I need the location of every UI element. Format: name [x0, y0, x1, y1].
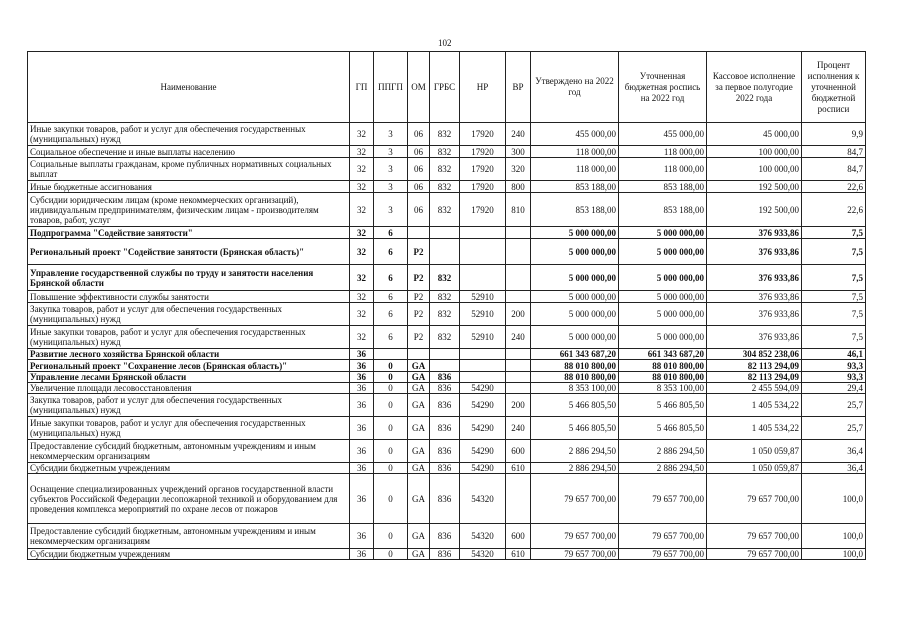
cell-gp: 36: [350, 417, 374, 440]
table-row: [28, 349, 866, 360]
cell-percent: 7,5: [802, 326, 866, 349]
cell-percent: 100,0: [802, 524, 866, 549]
cell-grbs: 832: [430, 193, 460, 227]
cell-refined: 79 657 700,00: [619, 549, 707, 560]
cell-gp: 32: [350, 326, 374, 349]
table-row: [28, 417, 866, 440]
cell-name: Увеличение площади лесовосстановления: [28, 383, 350, 394]
cell-np: 54290: [460, 463, 506, 474]
cell-gp: 32: [350, 303, 374, 326]
cell-om: 06: [408, 146, 430, 158]
cell-cash: 82 113 294,09: [707, 360, 802, 372]
cell-ppgp: 3: [374, 181, 408, 193]
cell-vr: 240: [506, 123, 531, 146]
table-row: [28, 265, 866, 291]
cell-grbs: 832: [430, 181, 460, 193]
budget-execution-table: [27, 51, 866, 560]
cell-refined: 5 466 805,50: [619, 417, 707, 440]
page-number: 102: [438, 38, 452, 48]
cell-refined: 5 000 000,00: [619, 265, 707, 291]
cell-refined: 5 466 805,50: [619, 394, 707, 417]
table-header-row: [28, 52, 866, 123]
cell-np: 17920: [460, 193, 506, 227]
cell-percent: 93,3: [802, 360, 866, 372]
cell-approved: 2 886 294,50: [531, 463, 619, 474]
cell-refined: 853 188,00: [619, 193, 707, 227]
cell-ppgp: 0: [374, 463, 408, 474]
cell-ppgp: 3: [374, 193, 408, 227]
cell-refined: 8 353 100,00: [619, 383, 707, 394]
cell-ppgp: 0: [374, 524, 408, 549]
cell-approved: 661 343 687,20: [531, 349, 619, 360]
cell-np: 17920: [460, 123, 506, 146]
header-cash: Кассовое исполнение за первое полугодие 2022 года: [707, 52, 802, 123]
cell-gp: 32: [350, 146, 374, 158]
cell-percent: 93,3: [802, 372, 866, 383]
cell-ppgp: 6: [374, 239, 408, 265]
cell-refined: 118 000,00: [619, 146, 707, 158]
cell-cash: 376 933,86: [707, 291, 802, 303]
cell-np: 54320: [460, 549, 506, 560]
cell-gp: 36: [350, 360, 374, 372]
cell-np: [460, 349, 506, 360]
cell-np: 54320: [460, 474, 506, 524]
table-row: [28, 474, 866, 524]
cell-refined: 661 343 687,20: [619, 349, 707, 360]
cell-om: 06: [408, 123, 430, 146]
cell-approved: 5 000 000,00: [531, 303, 619, 326]
cell-om: GA: [408, 372, 430, 383]
header-approved: Утверждено на 2022 год: [531, 52, 619, 123]
cell-percent: 7,5: [802, 291, 866, 303]
cell-percent: 7,5: [802, 239, 866, 265]
cell-np: 54290: [460, 440, 506, 463]
cell-refined: 5 000 000,00: [619, 239, 707, 265]
table-body: [28, 123, 866, 560]
cell-refined: 5 000 000,00: [619, 291, 707, 303]
cell-name: Социальное обеспечение и иные выплаты населению: [28, 146, 350, 158]
cell-name: Социальные выплаты гражданам, кроме публичных нормативных социальных выплат: [28, 158, 350, 181]
cell-ppgp: 0: [374, 417, 408, 440]
cell-grbs: [430, 227, 460, 239]
cell-approved: 88 010 800,00: [531, 372, 619, 383]
cell-gp: 32: [350, 265, 374, 291]
table-row: [28, 303, 866, 326]
cell-gp: 36: [350, 383, 374, 394]
cell-np: [460, 239, 506, 265]
cell-percent: 46,1: [802, 349, 866, 360]
cell-name: Региональный проект "Сохранение лесов (Брянская область)": [28, 360, 350, 372]
cell-vr: [506, 360, 531, 372]
cell-approved: 79 657 700,00: [531, 474, 619, 524]
cell-om: P2: [408, 265, 430, 291]
cell-om: [408, 349, 430, 360]
cell-cash: 79 657 700,00: [707, 549, 802, 560]
header-om: ОМ: [408, 52, 430, 123]
cell-ppgp: 0: [374, 394, 408, 417]
cell-vr: [506, 474, 531, 524]
cell-grbs: 836: [430, 474, 460, 524]
table-row: [28, 383, 866, 394]
cell-cash: 1 050 059,87: [707, 440, 802, 463]
cell-approved: 118 000,00: [531, 158, 619, 181]
cell-vr: [506, 239, 531, 265]
header-grbs: ГРБС: [430, 52, 460, 123]
cell-ppgp: 6: [374, 326, 408, 349]
cell-refined: 5 000 000,00: [619, 227, 707, 239]
cell-name: Региональный проект "Содействие занятости (Брянская область)": [28, 239, 350, 265]
cell-refined: 2 886 294,50: [619, 463, 707, 474]
cell-np: 52910: [460, 303, 506, 326]
cell-om: GA: [408, 524, 430, 549]
cell-ppgp: 0: [374, 372, 408, 383]
cell-ppgp: 3: [374, 146, 408, 158]
cell-vr: 200: [506, 303, 531, 326]
cell-percent: 22,6: [802, 181, 866, 193]
cell-cash: 1 050 059,87: [707, 463, 802, 474]
cell-vr: [506, 383, 531, 394]
cell-refined: 455 000,00: [619, 123, 707, 146]
cell-gp: 32: [350, 193, 374, 227]
cell-name: Закупка товаров, работ и услуг для обеспечения государственных (муниципальных) нужд: [28, 303, 350, 326]
cell-approved: 2 886 294,50: [531, 440, 619, 463]
cell-refined: 79 657 700,00: [619, 524, 707, 549]
cell-gp: 36: [350, 524, 374, 549]
cell-ppgp: 3: [374, 158, 408, 181]
table-row: [28, 360, 866, 372]
cell-approved: 118 000,00: [531, 146, 619, 158]
cell-gp: 32: [350, 239, 374, 265]
table-row: [28, 524, 866, 549]
table-row: [28, 181, 866, 193]
cell-np: 54290: [460, 383, 506, 394]
cell-vr: 200: [506, 394, 531, 417]
cell-cash: 1 405 534,22: [707, 394, 802, 417]
cell-name: Оснащение специализированных учреждений органов государственной власти субъектов Российской Федерации лесопожарной техникой и оборудованием для проведения комплекса мероприятий по охране лесов от пожаров: [28, 474, 350, 524]
cell-approved: 5 000 000,00: [531, 227, 619, 239]
cell-cash: 100 000,00: [707, 158, 802, 181]
cell-np: 54320: [460, 524, 506, 549]
cell-grbs: 832: [430, 291, 460, 303]
cell-cash: 376 933,86: [707, 265, 802, 291]
cell-vr: 300: [506, 146, 531, 158]
cell-np: 52910: [460, 326, 506, 349]
cell-om: 06: [408, 158, 430, 181]
table-row: [28, 239, 866, 265]
cell-percent: 7,5: [802, 227, 866, 239]
cell-grbs: 832: [430, 158, 460, 181]
cell-ppgp: 0: [374, 440, 408, 463]
cell-ppgp: 6: [374, 291, 408, 303]
cell-om: 06: [408, 181, 430, 193]
cell-refined: 79 657 700,00: [619, 474, 707, 524]
cell-percent: 29,4: [802, 383, 866, 394]
cell-cash: 45 000,00: [707, 123, 802, 146]
cell-cash: 304 852 238,06: [707, 349, 802, 360]
cell-cash: 79 657 700,00: [707, 474, 802, 524]
cell-grbs: [430, 239, 460, 265]
table-row: [28, 123, 866, 146]
cell-ppgp: 6: [374, 227, 408, 239]
cell-cash: 1 405 534,22: [707, 417, 802, 440]
table-row: [28, 291, 866, 303]
cell-gp: 32: [350, 227, 374, 239]
cell-refined: 118 000,00: [619, 158, 707, 181]
cell-vr: [506, 372, 531, 383]
cell-refined: 2 886 294,50: [619, 440, 707, 463]
cell-name: Иные бюджетные ассигнования: [28, 181, 350, 193]
cell-percent: 100,0: [802, 549, 866, 560]
cell-om: P2: [408, 326, 430, 349]
cell-approved: 5 000 000,00: [531, 239, 619, 265]
cell-name: Иные закупки товаров, работ и услуг для обеспечения государственных (муниципальных) нужд: [28, 123, 350, 146]
cell-name: Закупка товаров, работ и услуг для обеспечения государственных (муниципальных) нужд: [28, 394, 350, 417]
cell-vr: 800: [506, 181, 531, 193]
header-gp: ГП: [350, 52, 374, 123]
header-name: Наименование: [28, 52, 350, 123]
cell-gp: 36: [350, 349, 374, 360]
cell-om: GA: [408, 360, 430, 372]
cell-om: GA: [408, 394, 430, 417]
cell-ppgp: 6: [374, 303, 408, 326]
cell-approved: 88 010 800,00: [531, 360, 619, 372]
cell-grbs: 832: [430, 123, 460, 146]
cell-grbs: 832: [430, 146, 460, 158]
cell-approved: 8 353 100,00: [531, 383, 619, 394]
cell-gp: 32: [350, 291, 374, 303]
table-row: [28, 158, 866, 181]
cell-ppgp: [374, 349, 408, 360]
cell-om: [408, 227, 430, 239]
cell-ppgp: 6: [374, 265, 408, 291]
cell-cash: 100 000,00: [707, 146, 802, 158]
cell-vr: 600: [506, 524, 531, 549]
cell-vr: [506, 291, 531, 303]
cell-grbs: 832: [430, 303, 460, 326]
cell-approved: 5 000 000,00: [531, 326, 619, 349]
cell-np: 17920: [460, 146, 506, 158]
cell-np: [460, 372, 506, 383]
cell-gp: 36: [350, 549, 374, 560]
cell-vr: 600: [506, 440, 531, 463]
cell-vr: 240: [506, 417, 531, 440]
cell-gp: 36: [350, 474, 374, 524]
cell-refined: 853 188,00: [619, 181, 707, 193]
cell-percent: 9,9: [802, 123, 866, 146]
table-row: [28, 372, 866, 383]
cell-vr: 810: [506, 193, 531, 227]
cell-percent: 36,4: [802, 440, 866, 463]
cell-approved: 853 188,00: [531, 193, 619, 227]
cell-grbs: [430, 360, 460, 372]
cell-approved: 79 657 700,00: [531, 549, 619, 560]
cell-percent: 100,0: [802, 474, 866, 524]
cell-percent: 84,7: [802, 158, 866, 181]
cell-percent: 7,5: [802, 303, 866, 326]
cell-vr: [506, 265, 531, 291]
cell-om: P2: [408, 303, 430, 326]
cell-refined: 88 010 800,00: [619, 360, 707, 372]
cell-om: GA: [408, 463, 430, 474]
cell-np: 54290: [460, 417, 506, 440]
header-vr: ВР: [506, 52, 531, 123]
cell-om: GA: [408, 383, 430, 394]
cell-om: P2: [408, 291, 430, 303]
cell-np: [460, 227, 506, 239]
cell-name: Субсидии бюджетным учреждениям: [28, 549, 350, 560]
cell-approved: 79 657 700,00: [531, 524, 619, 549]
cell-vr: 320: [506, 158, 531, 181]
cell-grbs: 836: [430, 440, 460, 463]
cell-grbs: 836: [430, 549, 460, 560]
cell-om: GA: [408, 440, 430, 463]
table-row: [28, 440, 866, 463]
cell-approved: 5 466 805,50: [531, 417, 619, 440]
cell-om: GA: [408, 549, 430, 560]
cell-gp: 32: [350, 181, 374, 193]
cell-grbs: 832: [430, 326, 460, 349]
table-row: [28, 227, 866, 239]
cell-approved: 455 000,00: [531, 123, 619, 146]
cell-name: Повышение эффективности службы занятости: [28, 291, 350, 303]
cell-np: 52910: [460, 291, 506, 303]
cell-cash: 376 933,86: [707, 227, 802, 239]
header-refined: Уточненная бюджетная роспись на 2022 год: [619, 52, 707, 123]
cell-grbs: 832: [430, 265, 460, 291]
cell-ppgp: 0: [374, 474, 408, 524]
cell-gp: 32: [350, 158, 374, 181]
cell-name: Предоставление субсидий бюджетным, автономным учреждениям и иным некоммерческим организациям: [28, 440, 350, 463]
cell-approved: 5 000 000,00: [531, 265, 619, 291]
cell-np: 17920: [460, 158, 506, 181]
cell-vr: [506, 349, 531, 360]
cell-grbs: 836: [430, 417, 460, 440]
cell-cash: 192 500,00: [707, 193, 802, 227]
cell-om: 06: [408, 193, 430, 227]
header-percent: Процент исполнения к уточненной бюджетной росписи: [802, 52, 866, 123]
cell-np: 17920: [460, 181, 506, 193]
cell-cash: 376 933,86: [707, 303, 802, 326]
cell-name: Управление лесами Брянской области: [28, 372, 350, 383]
cell-percent: 25,7: [802, 394, 866, 417]
cell-ppgp: 0: [374, 549, 408, 560]
cell-np: [460, 360, 506, 372]
cell-np: 54290: [460, 394, 506, 417]
cell-om: GA: [408, 474, 430, 524]
cell-gp: 36: [350, 440, 374, 463]
cell-vr: 240: [506, 326, 531, 349]
cell-grbs: 836: [430, 394, 460, 417]
cell-approved: 5 000 000,00: [531, 291, 619, 303]
cell-ppgp: 0: [374, 360, 408, 372]
cell-name: Управление государственной службы по труду и занятости населения Брянской области: [28, 265, 350, 291]
cell-name: Развитие лесного хозяйства Брянской области: [28, 349, 350, 360]
cell-approved: 5 466 805,50: [531, 394, 619, 417]
cell-ppgp: 3: [374, 123, 408, 146]
cell-cash: 192 500,00: [707, 181, 802, 193]
cell-percent: 22,6: [802, 193, 866, 227]
cell-name: Предоставление субсидий бюджетным, автономным учреждениям и иным некоммерческим организациям: [28, 524, 350, 549]
cell-grbs: 836: [430, 463, 460, 474]
cell-name: Подпрограмма "Содействие занятости": [28, 227, 350, 239]
cell-name: Иные закупки товаров, работ и услуг для обеспечения государственных (муниципальных) нужд: [28, 326, 350, 349]
cell-gp: 32: [350, 123, 374, 146]
header-ppgp: ППГП: [374, 52, 408, 123]
table-row: [28, 463, 866, 474]
cell-approved: 853 188,00: [531, 181, 619, 193]
cell-percent: 84,7: [802, 146, 866, 158]
cell-ppgp: 0: [374, 383, 408, 394]
cell-np: [460, 265, 506, 291]
table-row: [28, 394, 866, 417]
cell-gp: 36: [350, 463, 374, 474]
cell-vr: 610: [506, 463, 531, 474]
cell-grbs: 836: [430, 524, 460, 549]
cell-om: GA: [408, 417, 430, 440]
cell-vr: 610: [506, 549, 531, 560]
table-row: [28, 146, 866, 158]
cell-gp: 36: [350, 394, 374, 417]
cell-cash: 2 455 594,09: [707, 383, 802, 394]
cell-refined: 5 000 000,00: [619, 303, 707, 326]
header-np: НР: [460, 52, 506, 123]
cell-percent: 36,4: [802, 463, 866, 474]
cell-cash: 376 933,86: [707, 239, 802, 265]
cell-refined: 88 010 800,00: [619, 372, 707, 383]
cell-cash: 376 933,86: [707, 326, 802, 349]
table-row: [28, 549, 866, 560]
cell-grbs: [430, 349, 460, 360]
cell-cash: 82 113 294,09: [707, 372, 802, 383]
cell-name: Иные закупки товаров, работ и услуг для обеспечения государственных (муниципальных) нужд: [28, 417, 350, 440]
cell-name: Субсидии бюджетным учреждениям: [28, 463, 350, 474]
table-row: [28, 326, 866, 349]
cell-percent: 7,5: [802, 265, 866, 291]
cell-om: P2: [408, 239, 430, 265]
cell-grbs: 836: [430, 383, 460, 394]
cell-cash: 79 657 700,00: [707, 524, 802, 549]
cell-refined: 5 000 000,00: [619, 326, 707, 349]
cell-gp: 36: [350, 372, 374, 383]
cell-percent: 25,7: [802, 417, 866, 440]
table-row: [28, 193, 866, 227]
cell-name: Субсидии юридическим лицам (кроме некоммерческих организаций), индивидуальным предпринимателям, физическим лицам - производителям товаров, работ, услуг: [28, 193, 350, 227]
cell-grbs: 836: [430, 372, 460, 383]
cell-vr: [506, 227, 531, 239]
